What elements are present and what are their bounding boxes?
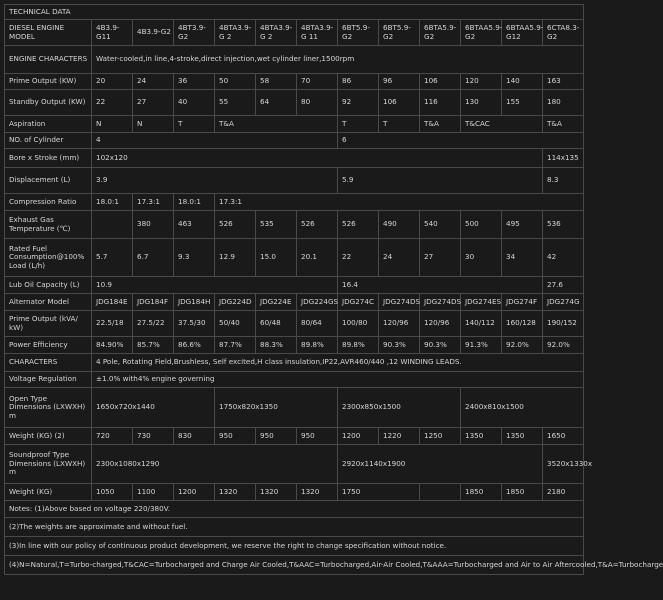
value-cell: 163	[543, 74, 584, 90]
characters-value: 4 Pole, Rotating Field,Brushless, Self excited,H class insulation,IP22,AVR460/440 ,12 WINDING LEADS.	[92, 354, 584, 372]
value-cell: 24	[379, 239, 420, 277]
value-cell: 106	[420, 74, 461, 90]
exhaust-temp-row	[5, 211, 584, 239]
model-cell: 6BTAA5.9-G12	[502, 20, 543, 46]
standby-output-row	[5, 90, 584, 116]
value-cell: 3520x1330x	[543, 445, 584, 484]
value-cell: 1850	[502, 484, 543, 501]
row-label: Weight (KG)	[5, 484, 92, 501]
value-cell: 90.3%	[420, 337, 461, 354]
note-row	[5, 537, 584, 556]
value-cell: 102x120	[92, 149, 543, 168]
value-cell: 950	[215, 428, 256, 445]
value-cell: T&CAC	[461, 116, 543, 133]
value-cell: 12.9	[215, 239, 256, 277]
row-label: Rated Fuel Consumption@100% Load (L/h)	[5, 239, 92, 277]
title-row	[5, 5, 584, 20]
value-cell: N	[92, 116, 133, 133]
value-cell: 6	[338, 133, 584, 149]
value-cell: 106	[379, 90, 420, 116]
row-label: Voltage Regulation	[5, 372, 92, 388]
value-cell: N	[133, 116, 174, 133]
value-cell: 87.7%	[215, 337, 256, 354]
row-label: Soundproof Type Dimensions (LXWXH) m	[5, 445, 92, 484]
value-cell: JDG274C	[338, 294, 379, 311]
row-label: Prime Output (KW)	[5, 74, 92, 90]
value-cell: 380	[133, 211, 174, 239]
row-label: Aspiration	[5, 116, 92, 133]
value-cell: 140/112	[461, 311, 502, 337]
model-cell: 4B3.9-G11	[92, 20, 133, 46]
value-cell: 86.6%	[174, 337, 215, 354]
model-cell: 4BTA3.9-G 11	[297, 20, 338, 46]
value-cell: 80	[297, 90, 338, 116]
value-cell: 24	[133, 74, 174, 90]
value-cell: 120/96	[420, 311, 461, 337]
aspiration-row	[5, 116, 584, 133]
value-cell: 17.3:1	[133, 194, 174, 211]
cylinders-row	[5, 133, 584, 149]
models-row	[5, 20, 584, 46]
row-label: Power Efficiency	[5, 337, 92, 354]
value-cell: 70	[297, 74, 338, 90]
weight-row	[5, 484, 584, 501]
fuel-consumption-row	[5, 239, 584, 277]
value-cell: JDG224GS	[297, 294, 338, 311]
value-cell: 17.3:1	[215, 194, 584, 211]
value-cell: 8.3	[543, 168, 584, 194]
value-cell: 526	[297, 211, 338, 239]
row-label: Standby Output (KW)	[5, 90, 92, 116]
row-label: Alternator Model	[5, 294, 92, 311]
value-cell: 1200	[338, 428, 379, 445]
value-cell: 526	[338, 211, 379, 239]
value-cell: 40	[174, 90, 215, 116]
value-cell: 535	[256, 211, 297, 239]
model-cell: 4BTA3.9-G 2	[256, 20, 297, 46]
bore-stroke-row	[5, 149, 584, 168]
value-cell: 463	[174, 211, 215, 239]
value-cell: 27.5/22	[133, 311, 174, 337]
value-cell: 495	[502, 211, 543, 239]
value-cell: 89.8%	[338, 337, 379, 354]
model-cell: 6CTA8.3-G2	[543, 20, 584, 46]
model-cell: 6BT5.9-G2	[338, 20, 379, 46]
voltage-regulation-row	[5, 372, 584, 388]
characters-row	[5, 354, 584, 372]
value-cell: 500	[461, 211, 502, 239]
value-cell: 5.9	[338, 168, 543, 194]
value-cell: 55	[215, 90, 256, 116]
compression-row	[5, 194, 584, 211]
value-cell: 92.0%	[543, 337, 584, 354]
value-cell: JDG274G	[543, 294, 584, 311]
value-cell: 22.5/18	[92, 311, 133, 337]
value-cell: 1350	[502, 428, 543, 445]
value-cell: 37.5/30	[174, 311, 215, 337]
value-cell: 92.0%	[502, 337, 543, 354]
voltage-regulation-value: ±1.0% with4% engine governing	[92, 372, 584, 388]
value-cell: 1200	[174, 484, 215, 501]
value-cell: 15.0	[256, 239, 297, 277]
value-cell: 2180	[543, 484, 584, 501]
value-cell: 120/96	[379, 311, 420, 337]
technical-data-table	[4, 4, 663, 575]
value-cell: 1050	[92, 484, 133, 501]
row-label: NO. of Cylinder	[5, 133, 92, 149]
value-cell: 10.9	[92, 277, 338, 294]
value-cell: JDG224D	[215, 294, 256, 311]
value-cell: 85.7%	[133, 337, 174, 354]
row-label: ENGINE CHARACTERS	[5, 46, 92, 74]
value-cell: 155	[502, 90, 543, 116]
value-cell: 4	[92, 133, 338, 149]
row-label: Compression Ratio	[5, 194, 92, 211]
alt-prime-output-row	[5, 311, 584, 337]
row-label: Open Type Dimensions (LXWXH) m	[5, 388, 92, 428]
row-label: Bore x Stroke (mm)	[5, 149, 92, 168]
note-row	[5, 518, 584, 537]
value-cell: 526	[215, 211, 256, 239]
value-cell: 86	[338, 74, 379, 90]
engine-characters-row	[5, 46, 584, 74]
row-label: Exhaust Gas Temperature (℃)	[5, 211, 92, 239]
row-label: Lub Oil Capacity (L)	[5, 277, 92, 294]
value-cell: JDG274DS	[379, 294, 420, 311]
row-label: Displacement (L)	[5, 168, 92, 194]
value-cell: 9.3	[174, 239, 215, 277]
value-cell: 27.6	[543, 277, 584, 294]
value-cell: 20.1	[297, 239, 338, 277]
value-cell: 3.9	[92, 168, 338, 194]
note-row	[5, 556, 584, 575]
value-cell: 96	[379, 74, 420, 90]
note-text: (4)N=Natural,T=Turbo-charged,T&CAC=Turbocharged and Charge Air Cooled,T&AAC=Turbocharged,Air-Air Cooled,T&AAA=Turbocharged and Air to Air Aftercooled,T&A=Turbocharge	[5, 556, 584, 575]
displacement-row	[5, 168, 584, 194]
value-cell: 42	[543, 239, 584, 277]
value-cell: 60/48	[256, 311, 297, 337]
value-cell: 1320	[256, 484, 297, 501]
value-cell: 30	[461, 239, 502, 277]
value-cell: 88.3%	[256, 337, 297, 354]
value-cell: T&A	[543, 116, 584, 133]
value-cell: 84.90%	[92, 337, 133, 354]
value-cell: 91.3%	[461, 337, 502, 354]
value-cell: 140	[502, 74, 543, 90]
value-cell: JDG184E	[92, 294, 133, 311]
value-cell: 1850	[461, 484, 502, 501]
value-cell: 540	[420, 211, 461, 239]
value-cell: 22	[338, 239, 379, 277]
value-cell: 950	[256, 428, 297, 445]
value-cell: 36	[174, 74, 215, 90]
value-cell: JDG274DS	[420, 294, 461, 311]
weight2-row	[5, 428, 584, 445]
value-cell: 2300x1080x1290	[92, 445, 338, 484]
row-label: CHARACTERS	[5, 354, 92, 372]
value-cell: 1650x720x1440	[92, 388, 215, 428]
value-cell: 27	[420, 239, 461, 277]
value-cell: 1250	[420, 428, 461, 445]
value-cell: JDG184F	[133, 294, 174, 311]
value-cell: 80/64	[297, 311, 338, 337]
value-cell: T	[338, 116, 379, 133]
value-cell: 160/128	[502, 311, 543, 337]
value-cell: 58	[256, 74, 297, 90]
value-cell: 130	[461, 90, 502, 116]
value-cell: 50/40	[215, 311, 256, 337]
value-cell: 100/80	[338, 311, 379, 337]
value-cell: 720	[92, 428, 133, 445]
lub-oil-row	[5, 277, 584, 294]
value-cell: 1100	[133, 484, 174, 501]
value-cell: 2400x810x1500	[461, 388, 584, 428]
value-cell: 1220	[379, 428, 420, 445]
value-cell: 180	[543, 90, 584, 116]
value-cell: 92	[338, 90, 379, 116]
value-cell: 1750x820x1350	[215, 388, 338, 428]
open-dimensions-row	[5, 388, 584, 428]
value-cell: T&A	[215, 116, 338, 133]
value-cell: 114x135	[543, 149, 584, 168]
value-cell	[420, 484, 461, 501]
value-cell: JDG224E	[256, 294, 297, 311]
note-text: Notes: (1)Above based on voltage 220/380V.	[5, 501, 584, 518]
value-cell: 1650	[543, 428, 584, 445]
model-cell: 6BTA5.9-G2	[420, 20, 461, 46]
value-cell: 34	[502, 239, 543, 277]
note-text: (2)The weights are approximate and without fuel.	[5, 518, 584, 537]
table-title: TECHNICAL DATA	[5, 5, 584, 20]
value-cell: 120	[461, 74, 502, 90]
model-cell: 4BTA3.9-G 2	[215, 20, 256, 46]
value-cell: T&A	[420, 116, 461, 133]
value-cell: JDG274ES	[461, 294, 502, 311]
value-cell: 1350	[461, 428, 502, 445]
value-cell: 18.0:1	[92, 194, 133, 211]
row-label: DIESEL ENGINE MODEL	[5, 20, 92, 46]
value-cell: JDG274F	[502, 294, 543, 311]
value-cell: 116	[420, 90, 461, 116]
prime-output-row	[5, 74, 584, 90]
model-cell: 4B3.9-G2	[133, 20, 174, 46]
value-cell: 1750	[338, 484, 420, 501]
note-row	[5, 501, 584, 518]
value-cell: 190/152	[543, 311, 584, 337]
value-cell: 830	[174, 428, 215, 445]
value-cell: 89.8%	[297, 337, 338, 354]
value-cell: 64	[256, 90, 297, 116]
row-label: Prime Output (kVA/ kW)	[5, 311, 92, 337]
value-cell: 50	[215, 74, 256, 90]
value-cell: T	[379, 116, 420, 133]
value-cell: 18.0:1	[174, 194, 215, 211]
engine-characters-value: Water-cooled,in line,4-stroke,direct injection,wet cylinder liner,1500rpm	[92, 46, 584, 74]
value-cell: 5.7	[92, 239, 133, 277]
value-cell: 16.4	[338, 277, 543, 294]
value-cell: 536	[543, 211, 584, 239]
value-cell: 1320	[297, 484, 338, 501]
value-cell: 90.3%	[379, 337, 420, 354]
value-cell: 950	[297, 428, 338, 445]
value-cell: 6.7	[133, 239, 174, 277]
value-cell: 490	[379, 211, 420, 239]
row-label: Weight (KG) (2)	[5, 428, 92, 445]
value-cell: T	[174, 116, 215, 133]
model-cell: 4BT3.9-G2	[174, 20, 215, 46]
value-cell: 1320	[215, 484, 256, 501]
model-cell: 6BTAA5.9-G2	[461, 20, 502, 46]
value-cell	[92, 211, 133, 239]
soundproof-dimensions-row	[5, 445, 584, 484]
note-text: (3)In line with our policy of continuous product development, we reserve the right to change specification without notice.	[5, 537, 584, 556]
value-cell: 730	[133, 428, 174, 445]
power-efficiency-row	[5, 337, 584, 354]
value-cell: 27	[133, 90, 174, 116]
value-cell: 22	[92, 90, 133, 116]
value-cell: 2920x1140x1900	[338, 445, 543, 484]
alternator-model-row	[5, 294, 584, 311]
model-cell: 6BT5.9-G2	[379, 20, 420, 46]
value-cell: 20	[92, 74, 133, 90]
value-cell: 2300x850x1500	[338, 388, 461, 428]
value-cell: JDG184H	[174, 294, 215, 311]
